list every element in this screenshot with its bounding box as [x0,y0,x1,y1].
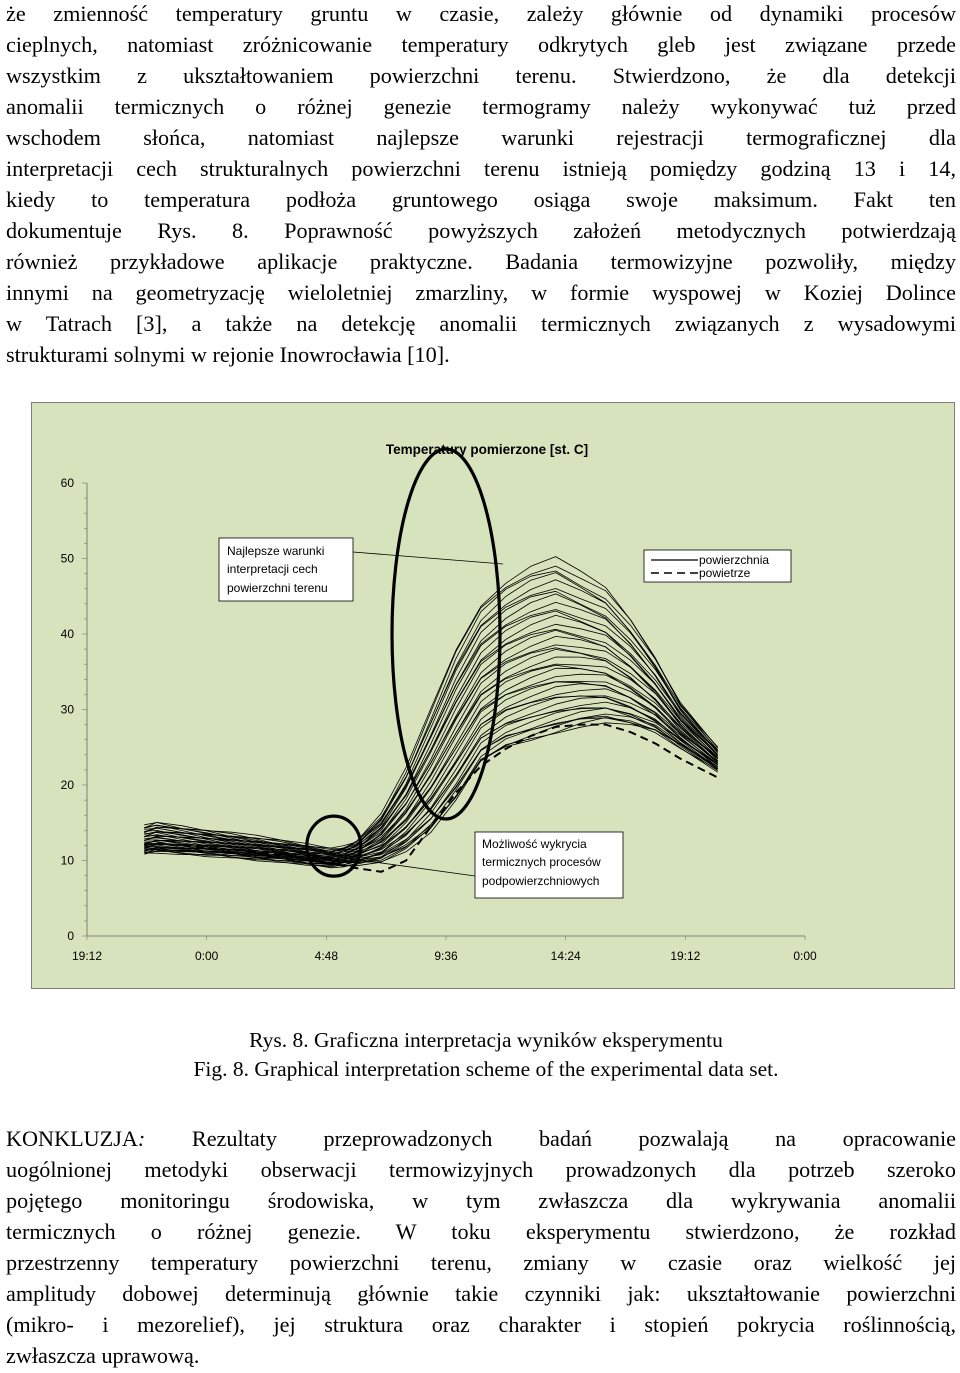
y-tick-label: 40 [60,627,74,641]
text-line [6,1123,956,1154]
text-line: pojętego monitoringu środowiska, w tym zwłaszcza dla wykrywania anomalii [6,1188,956,1213]
keyword-colon: : [137,1126,146,1151]
text-line: uogólnionej metodyki obserwacji termowizyjnych prowadzonych dla potrzeb szeroko [6,1157,956,1182]
x-tick-label: 0:00 [793,949,817,963]
y-tick-label: 60 [60,476,74,490]
text-line: zwłaszcza uprawową. [6,1343,200,1368]
annotation-line: Najlepsze warunki [227,544,325,558]
text-line: że zmienność temperatury gruntu w czasie, zależy głównie od dynamiki procesów [6,1,956,26]
chart-legend [644,550,791,582]
x-tick-label: 0:00 [194,949,219,963]
annotation-line: termicznych procesów [482,855,601,869]
temperature-chart [31,402,955,989]
text-line: wszystkim z ukształtowaniem powierzchni terenu. Stwierdzono, że dla detekcji [6,63,956,88]
chart-title: Temperatury pomierzone [st. C] [385,442,589,457]
text-line: strukturami solnymi w rejonie Inowrocławia [10]. [6,342,450,367]
legend-label-surface: powierzchnia [699,553,770,567]
figure-caption-en: Fig. 8. Graphical interpretation scheme of the experimental data set. [193,1057,779,1081]
annotation-best-conditions [219,538,353,601]
conclusion-keyword: KONKLUZJA [6,1126,138,1151]
text-line: dokumentuje Rys. 8. Poprawność powyższych założeń metodycznych potwierdzają [6,218,956,243]
text-line: kiedy to temperatura podłoża gruntowego osiąga swoje maksimum. Fakt ten [6,187,956,212]
x-tick-label: 4:48 [314,949,339,963]
chart-series [144,557,717,872]
y-tick-label: 20 [60,778,74,792]
text-line: przestrzenny temperatury powierzchni terenu, zmiany w czasie oraz wielkość jej [6,1250,956,1275]
surface-series-line [144,629,717,853]
surface-series-line [144,624,717,855]
paragraph-conclusion [6,1123,956,1371]
x-tick-label: 14:24 [550,949,581,963]
y-tick-label: 50 [60,551,74,566]
text-line: termicznych o różnej genezie. W toku eksperymentu stwierdzono, że rozkład [6,1219,956,1244]
text-line: w Tatrach [3], a także na detekcję anomalii termicznych związanych z wysadowymi [6,311,956,336]
text-line: cieplnych, natomiast zróżnicowanie temperatury odkrytych gleb jest związane przede [6,32,956,57]
annotation-connector [353,552,503,564]
annotation-line: podpowierzchniowych [482,874,600,888]
text-line: wschodem słońca, natomiast najlepsze warunki rejestracji termograficznej dla [6,125,956,150]
annotation-line: powierzchni terenu [227,581,328,595]
legend-label-air: powietrze [699,566,751,580]
surface-series-line [144,674,717,861]
annotation-line: interpretacji cech [227,562,318,576]
surface-series-line [144,649,717,860]
text-line: (mikro- i mezorelief), jej struktura oraz charakter i stopień pokrycia roślinnością, [6,1312,956,1337]
y-tick-label: 0 [67,929,74,943]
surface-series-line [144,571,717,848]
text-line: anomalii termicznych o różnej genezie termogramy należy wykonywać tuż przed [6,94,956,119]
x-tick-label: 9:36 [434,949,458,963]
x-tick-label: 19:12 [670,949,701,963]
text-line: również przykładowe aplikacje praktyczne. Badania termowizyjne pozwoliły, między [6,249,956,274]
y-tick-label: 30 [60,702,74,717]
text-line: amplitudy dobowej determinują głównie takie czynniki jak: ukształtowanie powierzchni [6,1281,956,1306]
annotation-subsurface [475,832,623,898]
text-line: innymi na geometryzację wieloletniej zmarzliny, w formie wyspowej w Koziej Dolince [6,280,956,305]
text-line: interpretacji cech strukturalnych powierzchni terenu istnieją pomiędzy godziną 13 i 14, [6,156,956,181]
figure-caption-pl: Rys. 8. Graficzna interpretacja wyników eksperymentu [249,1028,723,1052]
paragraph-top [6,0,956,370]
y-tick-label: 10 [60,853,74,868]
text-fragment: Rezultaty przeprowadzonych badań pozwalają na opracowanie [145,1126,956,1151]
annotation-line: Możliwość wykrycia [482,837,587,851]
x-tick-label: 19:12 [71,949,103,963]
